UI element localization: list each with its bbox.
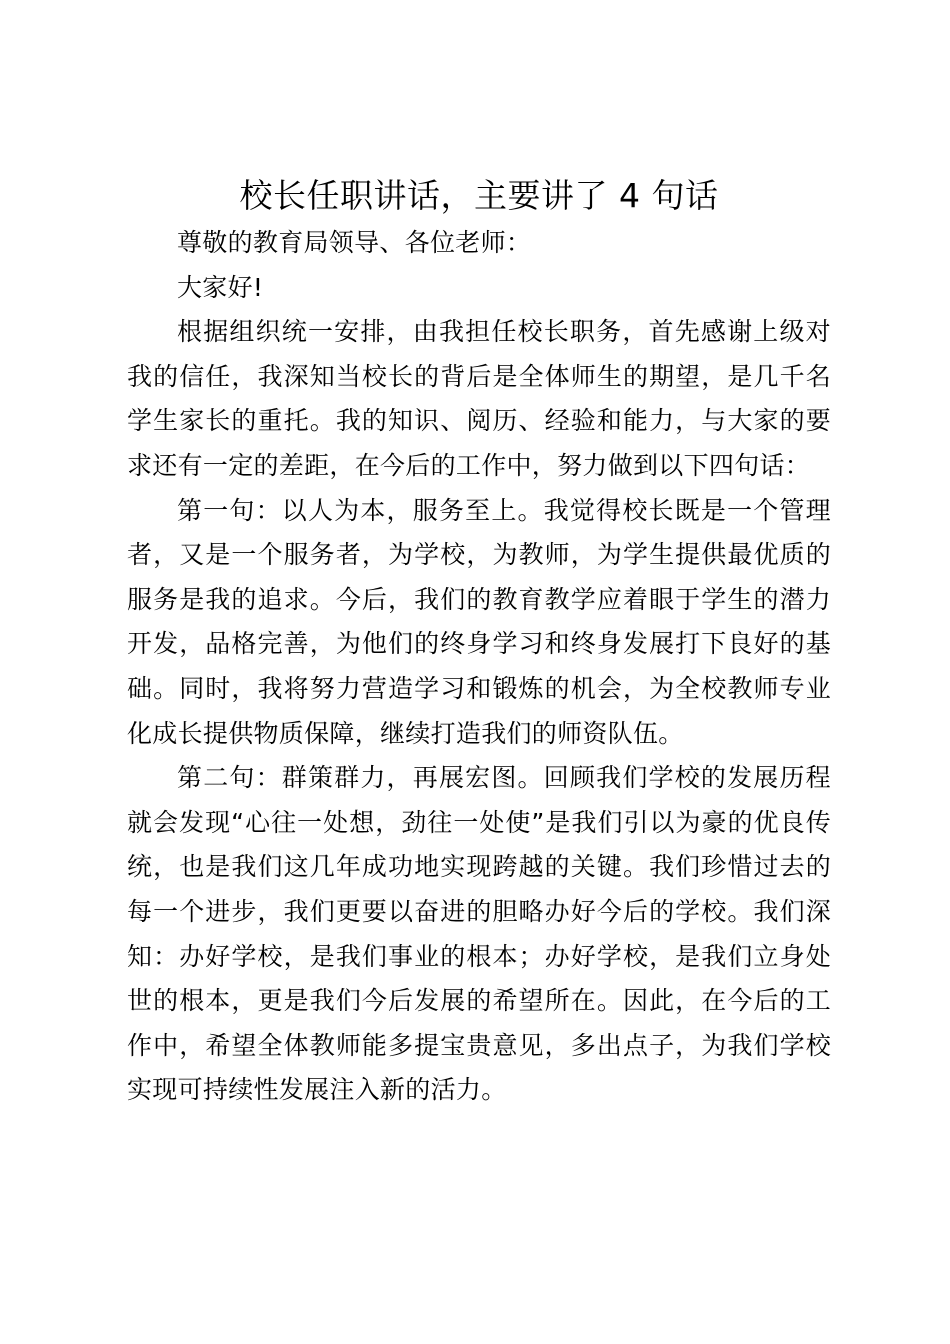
document-title: 校长任职讲话，主要讲了 4 句话	[239, 176, 719, 215]
greeting-paragraph: 大家好!	[177, 272, 264, 302]
salutation-paragraph: 尊敬的教育局领导、各位老师：	[177, 228, 532, 257]
intro-paragraph: 根据组织统一安排，由我担任校长职务，首先感谢上级对我的信任，我深知当校长的背后是全体师生的期望，是几千名学生家长的重托。我的知识、阅历、经验和能力，与大家的要求还有一定的差距，在今后的工作中，努力做到以下四句话：	[127, 317, 831, 480]
document-body	[127, 221, 831, 1113]
second-point-paragraph: 第二句：群策群力，再展宏图。回顾我们学校的发展历程就会发现“心往一处想，劲往一处使”是我们引以为豪的优良传统，也是我们这几年成功地实现跨越的关键。我们珍惜过去的每一个进步，我们更要以奋进的胆略办好今后的学校。我们深知：办好学校，是我们事业的根本；办好学校，是我们立身处世的根本，更是我们今后发展的希望所在。因此，在今后的工作中，希望全体教师能多提宝贵意见，多出点子，为我们学校实现可持续性发展注入新的活力。	[127, 763, 831, 1105]
first-point-paragraph: 第一句：以人为本，服务至上。我觉得校长既是一个管理者，又是一个服务者，为学校，为教师，为学生提供最优质的服务是我的追求。今后，我们的教育教学应着眼于学生的潜力开发，品格完善，为他们的终身学习和终身发展打下良好的基础。同时，我将努力营造学习和锻炼的机会，为全校教师专业化成长提供物质保障，继续打造我们的师资队伍。	[127, 495, 831, 748]
